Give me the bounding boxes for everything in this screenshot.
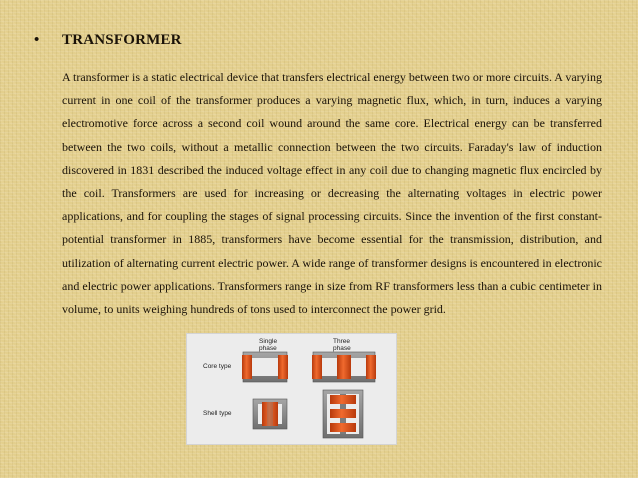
core-type-label: Core type xyxy=(203,363,232,370)
shell-type-single-phase xyxy=(253,399,287,429)
shell-type-three-phase xyxy=(323,390,363,438)
single-phase-label: Single phase xyxy=(259,338,278,352)
bullet-icon: • xyxy=(34,32,40,48)
three-phase-label: Three phase xyxy=(333,338,351,352)
slide-title: TRANSFORMER xyxy=(62,32,182,48)
body-paragraph: A transformer is a static electrical device that transfers electrical energy between two or more circuits. A varying current in one coil of the transformer produces a varying magnetic flux, which, in turn, induces a varying electromotive force across a second coil wound around the same core. Electrical energy can be transferred between the two coils, without a metallic connection between the two circuits. Faraday's law of induction discovered in 1831 described the induced voltage effect in any coil due to changing magnetic flux encircled by the coil. Transformers are used for increasing or decreasing the alternating voltages in electric power applications, and for coupling the stages of signal processing circuits. Since the invention of the first constant-potential transformer in 1885, transformers have become essential for the transmission, distribution, and utilization of alternating current electric power. A wide range of transformer designs is encountered in electronic and electric power applications. Transformers range in size from RF transformers less than a cubic centimeter in volume, to units weighing hundreds of tons used to interconnect the power grid. xyxy=(62,70,602,317)
core-type-three-phase xyxy=(312,352,376,382)
transformer-types-figure xyxy=(186,333,397,445)
slide-heading xyxy=(34,32,182,49)
transformer-diagram xyxy=(187,334,398,446)
shell-type-label: Shell type xyxy=(203,410,232,417)
core-type-single-phase xyxy=(242,352,288,382)
